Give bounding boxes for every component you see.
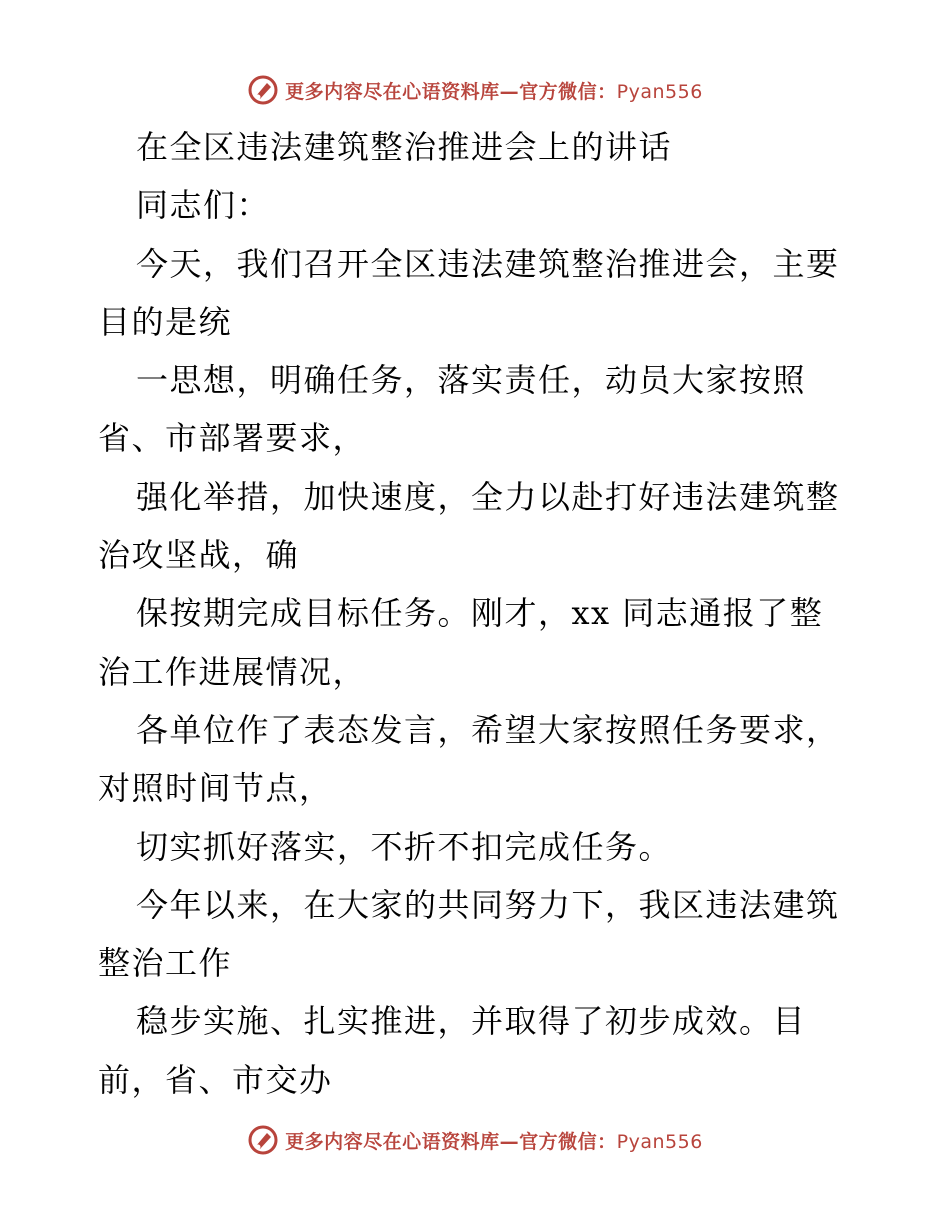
document-body — [98, 118, 858, 1109]
watermark-text: 更多内容尽在心语资料库—官方微信：Pyan556 — [285, 1130, 703, 1153]
footer-watermark — [0, 1120, 950, 1160]
pen-logo-icon — [247, 1124, 279, 1156]
body-line: 治工作进展情况， — [98, 652, 367, 691]
body-line: 今天，我们召开全区违法建筑整治推进会，主要 — [136, 244, 840, 283]
watermark-text: 更多内容尽在心语资料库—官方微信：Pyan556 — [285, 80, 703, 103]
header-watermark — [0, 70, 950, 110]
body-line: 一思想，明确任务，落实责任，动员大家按照 — [136, 361, 807, 400]
salutation: 同志们： — [136, 186, 271, 225]
body-line: 强化举措，加快速度，全力以赴打好违法建筑整 — [136, 477, 840, 516]
body-line: 对照时间节点， — [98, 769, 333, 808]
body-line: 省、市部署要求， — [98, 419, 367, 458]
body-line: 治攻坚战，确 — [98, 536, 300, 575]
body-line: 今年以来，在大家的共同努力下，我区违法建筑 — [136, 885, 840, 924]
body-line: 各单位作了表态发言，希望大家按照任务要求， — [136, 710, 840, 749]
body-line: 整治工作 — [98, 944, 233, 983]
body-line: 切实抓好落实，不折不扣完成任务。 — [136, 827, 673, 866]
doc-title: 在全区违法建筑整治推进会上的讲话 — [136, 128, 673, 166]
body-line: 稳步实施、扎实推进，并取得了初步成效。目 — [136, 1002, 807, 1041]
body-line: 保按期完成目标任务。刚才，xx 同志通报了整 — [136, 594, 824, 633]
pen-logo-icon — [247, 74, 279, 106]
body-line: 前，省、市交办 — [98, 1060, 333, 1099]
body-line: 目的是统 — [98, 302, 233, 341]
